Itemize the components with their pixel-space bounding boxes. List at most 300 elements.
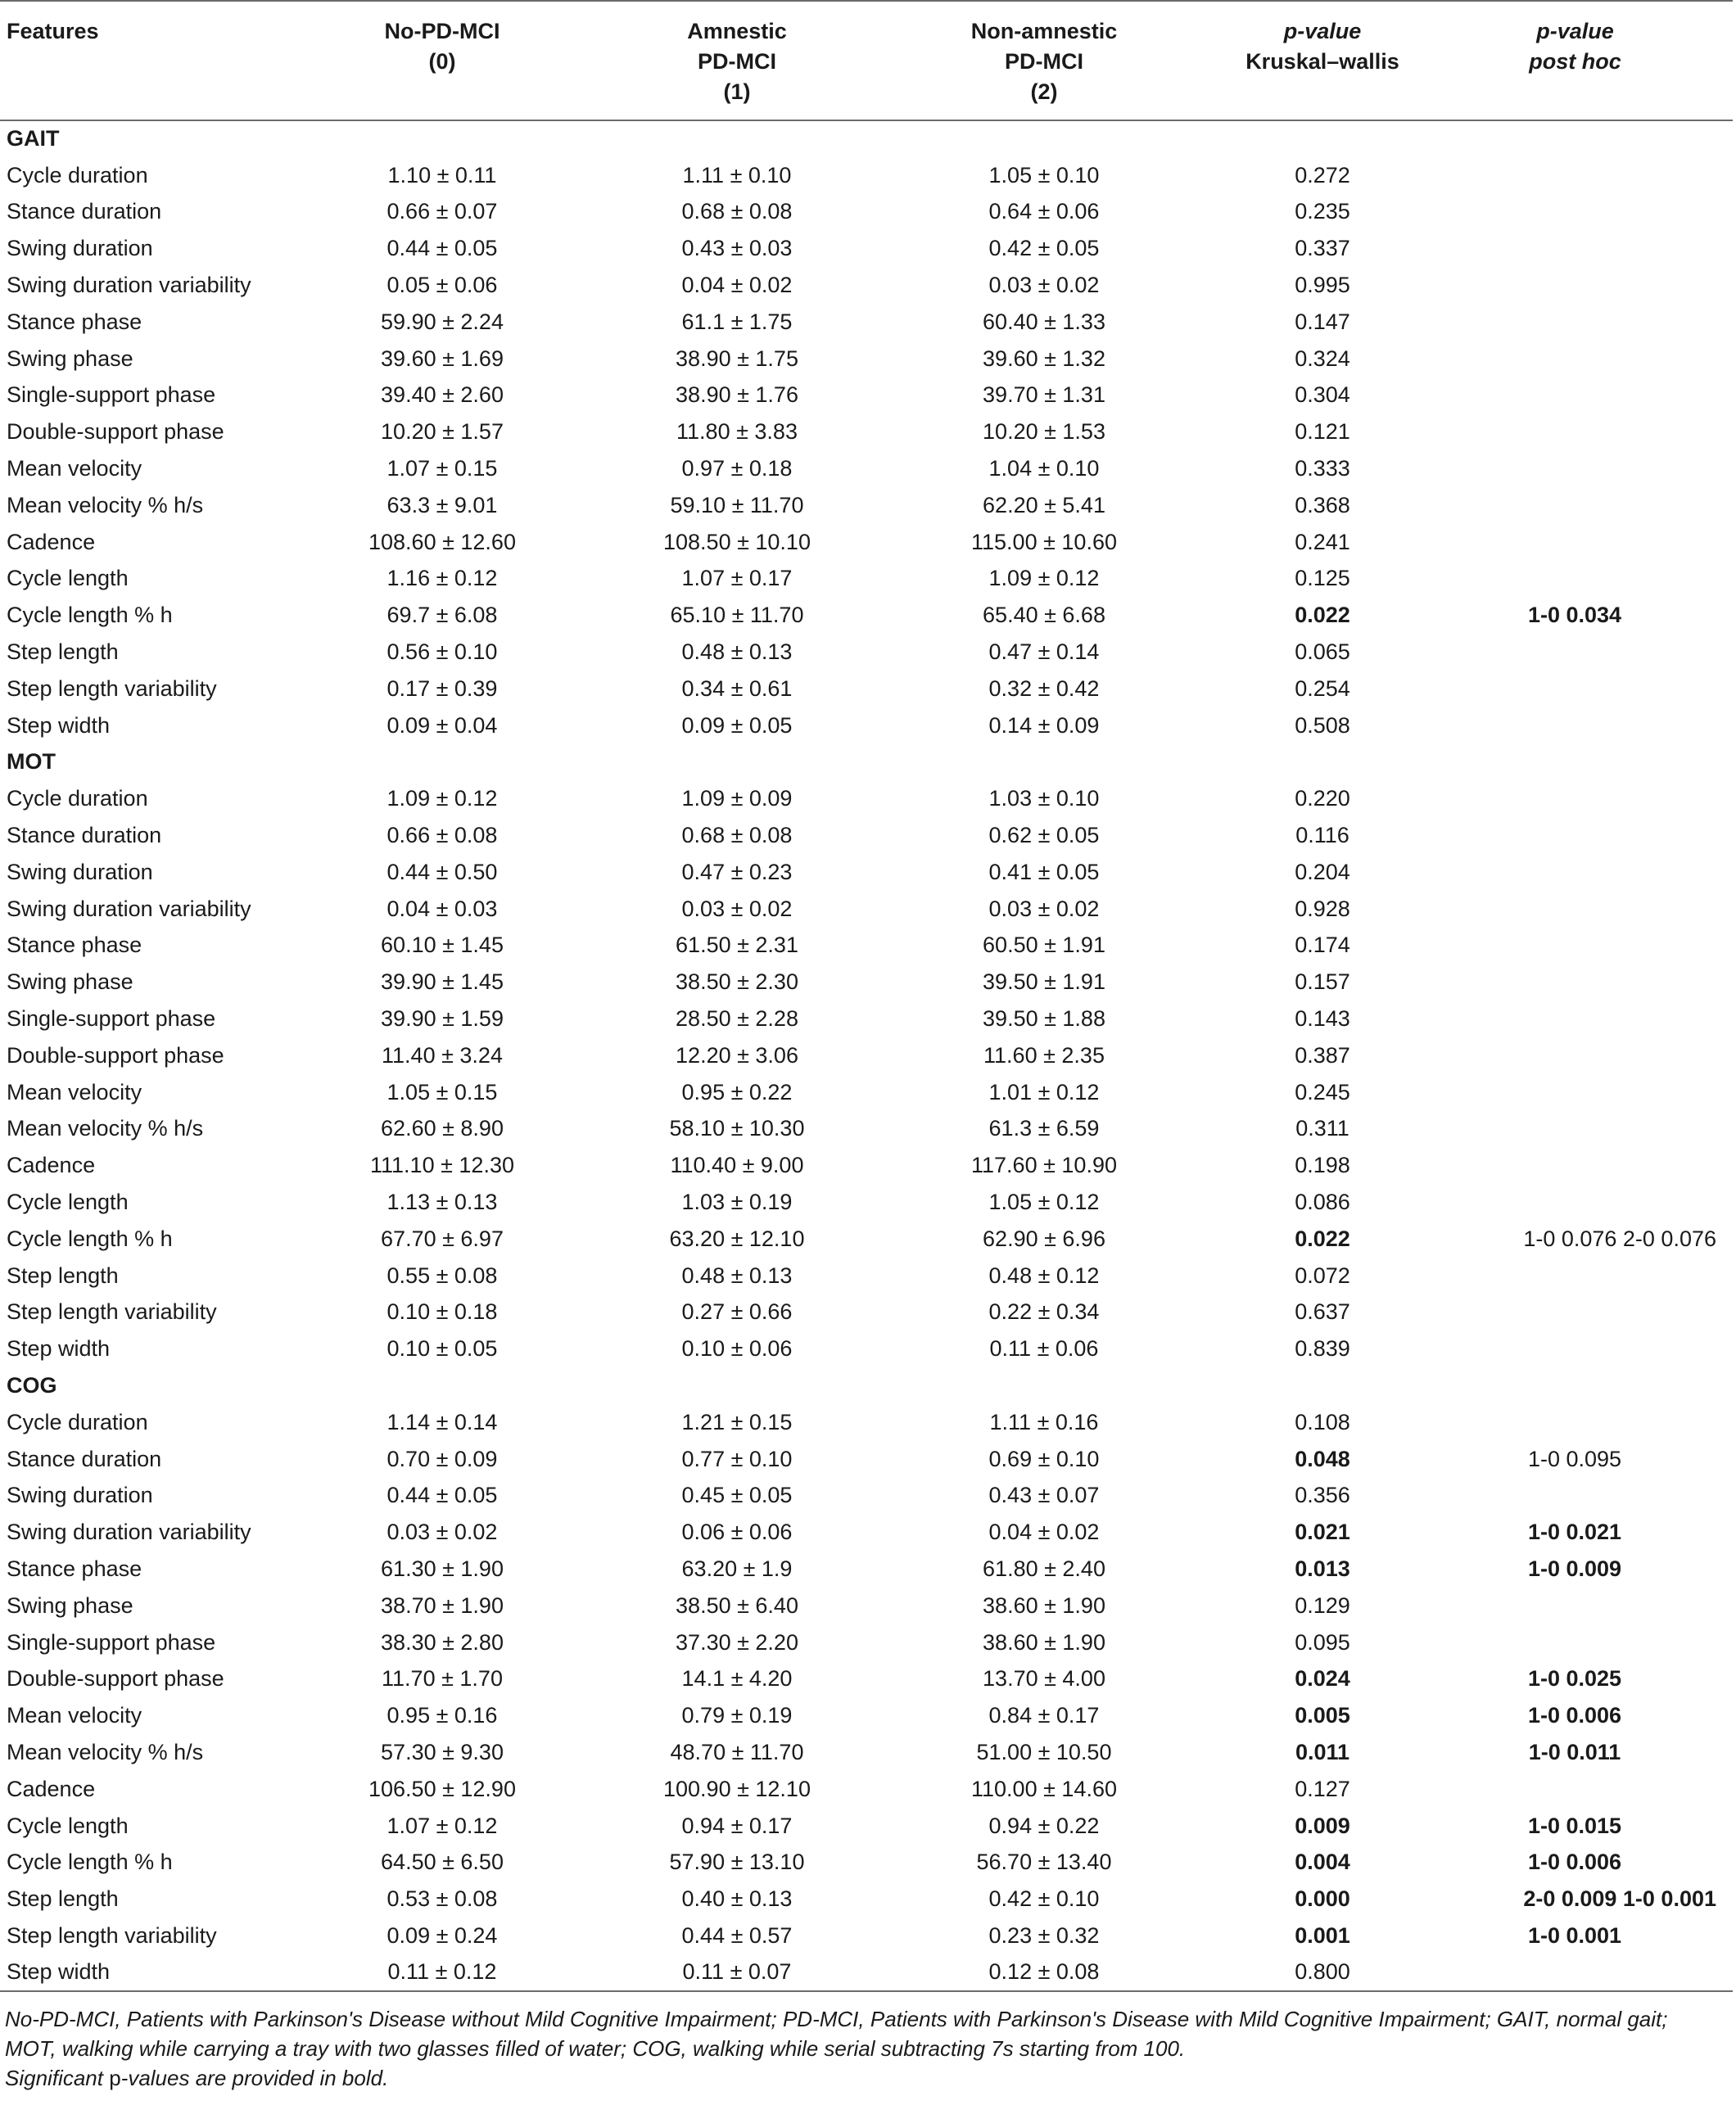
no-pd-mci-cell: 0.11 ± 0.12 (387, 1959, 497, 1985)
no-pd-mci-cell: 0.53 ± 0.08 (387, 1886, 498, 1912)
amnestic-cell: 0.79 ± 0.19 (681, 1703, 793, 1728)
kruskal-wallis-p-cell: 0.013 (1295, 1556, 1350, 1581)
no-pd-mci-cell: 0.70 ± 0.09 (387, 1446, 498, 1471)
kruskal-wallis-p-cell: 0.009 (1295, 1813, 1350, 1838)
feature-cell: Cycle duration (7, 1409, 148, 1434)
amnestic-cell: 57.90 ± 13.10 (669, 1850, 805, 1875)
feature-cell: Double-support phase (7, 1666, 224, 1692)
non-amnestic-cell: 110.00 ± 14.60 (971, 1776, 1117, 1801)
table-row (0, 341, 1733, 377)
post-hoc-p-cell: 1-0 0.011 (1528, 1739, 1621, 1764)
header-amnestic: Amnestic PD-MCI (1) (687, 19, 787, 104)
table-row (0, 1551, 1733, 1588)
non-amnestic-cell: 1.05 ± 0.12 (988, 1190, 1100, 1214)
table-row (0, 450, 1733, 487)
no-pd-mci-cell: 39.90 ± 1.45 (381, 969, 504, 995)
post-hoc-p-cell (1449, 267, 1733, 304)
post-hoc-p-cell (1449, 377, 1733, 414)
kruskal-wallis-p-cell: 0.086 (1295, 1190, 1350, 1214)
kruskal-wallis-p-cell: 0.147 (1295, 309, 1350, 334)
feature-cell: Mean velocity % h/s (7, 492, 204, 517)
amnestic-cell: 0.48 ± 0.13 (681, 639, 793, 665)
table-row (0, 1514, 1733, 1551)
table-row (0, 780, 1733, 817)
table-body (0, 120, 1733, 1991)
table-row (0, 377, 1733, 414)
amnestic-cell: 28.50 ± 2.28 (676, 1006, 798, 1032)
table-footnote (5, 2004, 1725, 2093)
post-hoc-p-cell (1449, 634, 1733, 671)
post-hoc-p-cell (1449, 1294, 1733, 1331)
kruskal-wallis-p-cell: 0.995 (1295, 273, 1350, 298)
table-row (0, 1808, 1733, 1845)
feature-cell: Step width (7, 1336, 111, 1362)
no-pd-mci-cell: 57.30 ± 9.30 (381, 1739, 504, 1764)
non-amnestic-cell: 60.50 ± 1.91 (983, 933, 1105, 958)
header-kruskal-wallis: p-value Kruskal–wallis (1245, 19, 1399, 74)
feature-cell: Mean velocity (7, 1079, 142, 1104)
no-pd-mci-cell: 10.20 ± 1.57 (381, 419, 504, 445)
non-amnestic-cell: 0.41 ± 0.05 (988, 859, 1100, 884)
amnestic-cell: 0.40 ± 0.13 (681, 1886, 793, 1912)
feature-cell: Step width (7, 712, 111, 738)
kruskal-wallis-p-cell: 0.005 (1295, 1703, 1350, 1728)
feature-cell: Double-support phase (7, 419, 224, 445)
kruskal-wallis-p-cell: 0.095 (1295, 1629, 1350, 1655)
kruskal-wallis-p-cell: 0.143 (1295, 1006, 1350, 1032)
amnestic-cell: 38.50 ± 2.30 (676, 969, 798, 995)
table-row (0, 524, 1733, 561)
no-pd-mci-cell: 0.05 ± 0.06 (387, 273, 498, 298)
section-label: GAIT (7, 126, 60, 151)
table-row (0, 304, 1733, 341)
no-pd-mci-cell: 64.50 ± 6.50 (381, 1850, 504, 1875)
non-amnestic-cell: 0.11 ± 0.06 (989, 1336, 1099, 1362)
kruskal-wallis-p-cell: 0.311 (1295, 1116, 1349, 1141)
non-amnestic-cell: 0.94 ± 0.22 (988, 1813, 1100, 1838)
no-pd-mci-cell: 1.10 ± 0.11 (387, 162, 497, 187)
table-row (0, 1697, 1733, 1734)
kruskal-wallis-p-cell: 0.108 (1295, 1409, 1350, 1434)
feature-cell: Cycle length % h (7, 1226, 173, 1251)
amnestic-cell: 37.30 ± 2.20 (676, 1629, 798, 1655)
feature-cell: Cycle length (7, 1190, 129, 1214)
feature-cell: Stance duration (7, 199, 162, 224)
feature-cell: Step length variability (7, 1299, 217, 1325)
feature-cell: Cycle length (7, 1813, 129, 1838)
no-pd-mci-cell: 38.30 ± 2.80 (381, 1629, 504, 1655)
feature-cell: Cycle duration (7, 786, 148, 811)
kruskal-wallis-p-cell: 0.254 (1295, 675, 1350, 701)
feature-cell: Swing duration variability (7, 1520, 251, 1545)
feature-cell: Step length (7, 639, 119, 665)
amnestic-cell: 1.07 ± 0.17 (681, 566, 793, 591)
table-row (0, 561, 1733, 598)
feature-cell: Cadence (7, 1153, 96, 1178)
feature-cell: Swing phase (7, 969, 133, 995)
kruskal-wallis-p-cell: 0.241 (1295, 529, 1350, 554)
kruskal-wallis-p-cell: 0.048 (1295, 1446, 1350, 1471)
feature-cell: Single-support phase (7, 1006, 216, 1032)
table-row (0, 1001, 1733, 1037)
kruskal-wallis-p-cell: 0.204 (1295, 859, 1350, 884)
non-amnestic-cell: 1.09 ± 0.12 (988, 566, 1100, 591)
no-pd-mci-cell: 0.56 ± 0.10 (387, 639, 498, 665)
post-hoc-p-cell (1449, 157, 1733, 194)
amnestic-cell: 0.68 ± 0.08 (681, 199, 793, 224)
feature-cell: Step length (7, 1263, 119, 1288)
kruskal-wallis-p-cell: 0.235 (1295, 199, 1350, 224)
amnestic-cell: 1.11 ± 0.10 (682, 162, 792, 187)
table-row (0, 1477, 1733, 1514)
amnestic-cell: 1.21 ± 0.15 (681, 1409, 793, 1434)
non-amnestic-cell: 13.70 ± 4.00 (983, 1666, 1105, 1692)
no-pd-mci-cell: 0.66 ± 0.07 (387, 199, 498, 224)
feature-cell: Single-support phase (7, 382, 216, 408)
non-amnestic-cell: 39.50 ± 1.91 (983, 969, 1105, 995)
feature-cell: Double-support phase (7, 1042, 224, 1068)
kruskal-wallis-p-cell: 0.333 (1295, 456, 1350, 481)
amnestic-cell: 0.43 ± 0.03 (681, 236, 793, 261)
non-amnestic-cell: 1.11 ± 0.16 (989, 1409, 1099, 1434)
amnestic-cell: 108.50 ± 10.10 (663, 529, 811, 554)
no-pd-mci-cell: 67.70 ± 6.97 (381, 1226, 504, 1251)
amnestic-cell: 0.03 ± 0.02 (681, 896, 793, 921)
post-hoc-p-cell (1449, 1111, 1733, 1148)
amnestic-cell: 59.10 ± 11.70 (670, 492, 804, 517)
table-row (0, 267, 1733, 304)
non-amnestic-cell: 117.60 ± 10.90 (971, 1153, 1117, 1178)
no-pd-mci-cell: 11.70 ± 1.70 (382, 1666, 503, 1692)
kruskal-wallis-p-cell: 0.198 (1295, 1153, 1350, 1178)
no-pd-mci-cell: 62.60 ± 8.90 (381, 1116, 504, 1141)
post-hoc-p-cell (1449, 707, 1733, 744)
non-amnestic-cell: 65.40 ± 6.68 (983, 603, 1105, 628)
no-pd-mci-cell: 1.14 ± 0.14 (387, 1409, 498, 1434)
post-hoc-p-cell (1449, 1330, 1733, 1367)
amnestic-cell: 65.10 ± 11.70 (670, 603, 804, 628)
post-hoc-p-cell (1449, 1771, 1733, 1808)
kruskal-wallis-p-cell: 0.637 (1295, 1299, 1350, 1325)
post-hoc-p-cell: 1-0 0.006 (1527, 1850, 1622, 1875)
table-row (0, 1404, 1733, 1441)
non-amnestic-cell: 11.60 ± 2.35 (983, 1042, 1105, 1068)
non-amnestic-cell: 61.3 ± 6.59 (988, 1116, 1100, 1141)
footnote-abbreviations: No-PD-MCI, Patients with Parkinson's Disease without Mild Cognitive Impairment; PD-MCI, Patients with Parkinson's Disease with Mild Cognitive Impairment; GAIT, normal gait; MOT, walking while carrying a tray with two glasses filled of water; COG, walking while serial subtracting 7s starting from 100. (5, 2007, 1668, 2061)
non-amnestic-cell: 39.50 ± 1.88 (983, 1006, 1105, 1032)
amnestic-cell: 61.50 ± 2.31 (676, 933, 798, 958)
feature-cell: Swing duration variability (7, 896, 251, 921)
amnestic-cell: 0.06 ± 0.06 (681, 1520, 793, 1545)
non-amnestic-cell: 39.60 ± 1.32 (983, 346, 1105, 371)
amnestic-cell: 0.04 ± 0.02 (681, 273, 793, 298)
no-pd-mci-cell: 108.60 ± 12.60 (368, 529, 516, 554)
amnestic-cell: 0.44 ± 0.57 (681, 1922, 793, 1948)
non-amnestic-cell: 0.22 ± 0.34 (988, 1299, 1100, 1325)
post-hoc-p-cell: 1-0 0.001 (1527, 1922, 1622, 1948)
feature-cell: Swing phase (7, 1592, 133, 1618)
feature-cell: Swing duration (7, 859, 153, 884)
non-amnestic-cell: 1.03 ± 0.10 (988, 786, 1100, 811)
feature-cell: Cycle length % h (7, 1850, 173, 1875)
non-amnestic-cell: 0.47 ± 0.14 (988, 639, 1100, 665)
section-row (0, 1367, 1733, 1404)
post-hoc-p-cell (1449, 854, 1733, 891)
post-hoc-p-cell (1449, 1001, 1733, 1037)
table-row (0, 817, 1733, 854)
no-pd-mci-cell: 1.16 ± 0.12 (387, 566, 498, 591)
kruskal-wallis-p-cell: 0.928 (1295, 896, 1350, 921)
kruskal-wallis-p-cell: 0.000 (1295, 1886, 1350, 1912)
non-amnestic-cell: 0.84 ± 0.17 (988, 1703, 1100, 1728)
table-row (0, 1918, 1733, 1954)
kruskal-wallis-p-cell: 0.121 (1295, 419, 1350, 445)
table-row (0, 1184, 1733, 1221)
non-amnestic-cell: 0.04 ± 0.02 (988, 1520, 1100, 1545)
post-hoc-p-cell (1449, 561, 1733, 598)
amnestic-cell: 0.27 ± 0.66 (681, 1299, 793, 1325)
kruskal-wallis-p-cell: 0.116 (1295, 823, 1349, 848)
table-row (0, 1881, 1733, 1918)
non-amnestic-cell: 0.42 ± 0.10 (988, 1886, 1100, 1912)
feature-cell: Mean velocity (7, 1703, 142, 1728)
feature-cell: Step length (7, 1886, 119, 1912)
kruskal-wallis-p-cell: 0.065 (1295, 639, 1350, 665)
no-pd-mci-cell: 0.10 ± 0.18 (387, 1299, 498, 1325)
amnestic-cell: 14.1 ± 4.20 (681, 1666, 793, 1692)
non-amnestic-cell: 61.80 ± 2.40 (983, 1556, 1105, 1581)
no-pd-mci-cell: 1.13 ± 0.13 (387, 1190, 498, 1214)
feature-cell: Stance phase (7, 309, 142, 334)
footnote-significance: Significant p-values are provided in bold. (5, 2066, 389, 2090)
table-row (0, 1258, 1733, 1294)
section-label: MOT (7, 749, 56, 775)
post-hoc-p-cell (1449, 891, 1733, 928)
non-amnestic-cell: 38.60 ± 1.90 (983, 1592, 1105, 1618)
kruskal-wallis-p-cell: 0.387 (1295, 1042, 1350, 1068)
non-amnestic-cell: 1.04 ± 0.10 (988, 456, 1100, 481)
feature-cell: Swing duration (7, 1483, 153, 1508)
table-row (0, 1660, 1733, 1697)
post-hoc-p-cell (1449, 487, 1733, 524)
table-row (0, 597, 1733, 634)
feature-cell: Cadence (7, 1776, 96, 1801)
post-hoc-p-cell: 1-0 0.034 (1527, 603, 1622, 628)
amnestic-cell: 0.68 ± 0.08 (681, 823, 793, 848)
non-amnestic-cell: 0.69 ± 0.10 (988, 1446, 1100, 1471)
header-no-pd-mci: No-PD-MCI (0) (384, 19, 500, 74)
kruskal-wallis-p-cell: 0.220 (1295, 786, 1350, 811)
amnestic-cell: 0.11 ± 0.07 (682, 1959, 792, 1985)
kruskal-wallis-p-cell: 0.072 (1295, 1263, 1350, 1288)
no-pd-mci-cell: 0.44 ± 0.50 (387, 859, 498, 884)
non-amnestic-cell: 1.01 ± 0.12 (988, 1079, 1100, 1104)
kruskal-wallis-p-cell: 0.129 (1295, 1592, 1350, 1618)
no-pd-mci-cell: 63.3 ± 9.01 (387, 492, 498, 517)
non-amnestic-cell: 0.03 ± 0.02 (988, 896, 1100, 921)
non-amnestic-cell: 39.70 ± 1.31 (983, 382, 1105, 408)
no-pd-mci-cell: 0.95 ± 0.16 (387, 1703, 498, 1728)
amnestic-cell: 63.20 ± 12.10 (669, 1226, 805, 1251)
kruskal-wallis-p-cell: 0.174 (1295, 933, 1350, 958)
no-pd-mci-cell: 0.04 ± 0.03 (387, 896, 498, 921)
table-row (0, 1221, 1733, 1258)
post-hoc-p-cell: 1-0 0.006 (1527, 1703, 1622, 1728)
feature-cell: Step length variability (7, 675, 217, 701)
post-hoc-p-cell: 1-0 0.009 (1527, 1556, 1622, 1581)
amnestic-cell: 0.34 ± 0.61 (681, 675, 793, 701)
feature-cell: Swing duration (7, 236, 153, 261)
amnestic-cell: 0.77 ± 0.10 (681, 1446, 793, 1471)
amnestic-cell: 0.10 ± 0.06 (681, 1336, 793, 1362)
kruskal-wallis-p-cell: 0.125 (1295, 566, 1350, 591)
amnestic-cell: 38.50 ± 6.40 (676, 1592, 798, 1618)
amnestic-cell: 58.10 ± 10.30 (669, 1116, 805, 1141)
kruskal-wallis-p-cell: 0.022 (1295, 1226, 1350, 1251)
no-pd-mci-cell: 0.17 ± 0.39 (387, 675, 498, 701)
amnestic-cell: 110.40 ± 9.00 (670, 1153, 804, 1178)
section-row (0, 120, 1733, 157)
post-hoc-p-cell (1449, 780, 1733, 817)
post-hoc-p-cell (1449, 1184, 1733, 1221)
feature-cell: Swing phase (7, 346, 133, 371)
amnestic-cell: 0.09 ± 0.05 (681, 712, 793, 738)
feature-cell: Stance phase (7, 933, 142, 958)
feature-cell: Cadence (7, 529, 96, 554)
feature-cell: Mean velocity % h/s (7, 1739, 204, 1764)
post-hoc-p-cell (1449, 1954, 1733, 1991)
feature-cell: Step length variability (7, 1922, 217, 1948)
table-row (0, 1294, 1733, 1331)
post-hoc-p-cell (1449, 341, 1733, 377)
post-hoc-p-cell (1449, 1477, 1733, 1514)
section-label: COG (7, 1372, 57, 1398)
feature-cell: Stance phase (7, 1556, 142, 1581)
no-pd-mci-cell: 60.10 ± 1.45 (381, 933, 504, 958)
amnestic-cell: 0.95 ± 0.22 (681, 1079, 793, 1104)
non-amnestic-cell: 0.14 ± 0.09 (988, 712, 1100, 738)
table-row (0, 157, 1733, 194)
no-pd-mci-cell: 61.30 ± 1.90 (381, 1556, 504, 1581)
feature-cell: Cycle duration (7, 162, 148, 187)
post-hoc-p-cell (1449, 1404, 1733, 1441)
no-pd-mci-cell: 111.10 ± 12.30 (370, 1153, 514, 1178)
non-amnestic-cell: 62.20 ± 5.41 (983, 492, 1105, 517)
kruskal-wallis-p-cell: 0.508 (1295, 712, 1350, 738)
amnestic-cell: 0.47 ± 0.23 (681, 859, 793, 884)
non-amnestic-cell: 0.23 ± 0.32 (988, 1922, 1100, 1948)
no-pd-mci-cell: 0.44 ± 0.05 (387, 1483, 498, 1508)
non-amnestic-cell: 0.62 ± 0.05 (988, 823, 1100, 848)
table-row (0, 854, 1733, 891)
post-hoc-p-cell: 1-0 0.015 (1527, 1813, 1622, 1838)
post-hoc-p-cell (1449, 230, 1733, 267)
no-pd-mci-cell: 0.03 ± 0.02 (387, 1520, 498, 1545)
section-row (0, 744, 1733, 781)
non-amnestic-cell: 115.00 ± 10.60 (971, 529, 1117, 554)
table-row (0, 707, 1733, 744)
post-hoc-p-cell (1449, 194, 1733, 231)
kruskal-wallis-p-cell: 0.022 (1295, 603, 1350, 628)
non-amnestic-cell: 1.05 ± 0.10 (988, 162, 1100, 187)
no-pd-mci-cell: 0.09 ± 0.24 (387, 1922, 498, 1948)
table-row (0, 1771, 1733, 1808)
amnestic-cell: 0.97 ± 0.18 (681, 456, 793, 481)
kruskal-wallis-p-cell: 0.245 (1295, 1079, 1350, 1104)
amnestic-cell: 1.09 ± 0.09 (681, 786, 793, 811)
kruskal-wallis-p-cell: 0.011 (1295, 1739, 1350, 1764)
header-post-hoc: p-value post hoc (1529, 19, 1621, 74)
table-row (0, 1588, 1733, 1624)
table-row (0, 194, 1733, 231)
no-pd-mci-cell: 39.40 ± 2.60 (381, 382, 504, 408)
table-row (0, 1037, 1733, 1074)
no-pd-mci-cell: 39.60 ± 1.69 (381, 346, 504, 371)
kruskal-wallis-p-cell: 0.337 (1295, 236, 1350, 261)
post-hoc-p-cell: 1-0 0.025 (1527, 1666, 1622, 1692)
kruskal-wallis-p-cell: 0.304 (1295, 382, 1350, 408)
feature-cell: Mean velocity % h/s (7, 1116, 204, 1141)
non-amnestic-cell: 0.42 ± 0.05 (988, 236, 1100, 261)
feature-cell: Stance duration (7, 1446, 162, 1471)
no-pd-mci-cell: 0.09 ± 0.04 (387, 712, 498, 738)
post-hoc-p-cell (1449, 1037, 1733, 1074)
table-row (0, 1844, 1733, 1881)
kruskal-wallis-p-cell: 0.004 (1295, 1850, 1350, 1875)
kruskal-wallis-p-cell: 0.272 (1295, 162, 1350, 187)
non-amnestic-cell: 0.64 ± 0.06 (988, 199, 1100, 224)
table-row (0, 487, 1733, 524)
amnestic-cell: 100.90 ± 12.10 (663, 1776, 811, 1801)
table-header (0, 1, 1733, 120)
table-row (0, 634, 1733, 671)
no-pd-mci-cell: 39.90 ± 1.59 (381, 1006, 504, 1032)
feature-cell: Mean velocity (7, 456, 142, 481)
post-hoc-p-cell (1449, 413, 1733, 450)
feature-cell: Cycle length (7, 566, 129, 591)
table-row (0, 1734, 1733, 1771)
kruskal-wallis-p-cell: 0.324 (1295, 346, 1350, 371)
amnestic-cell: 12.20 ± 3.06 (676, 1042, 798, 1068)
no-pd-mci-cell: 0.44 ± 0.05 (387, 236, 498, 261)
post-hoc-p-cell: 1-0 0.076 2-0 0.076 (1523, 1226, 1716, 1251)
feature-cell: Single-support phase (7, 1629, 216, 1655)
post-hoc-p-cell (1449, 1624, 1733, 1661)
no-pd-mci-cell: 1.07 ± 0.15 (387, 456, 498, 481)
no-pd-mci-cell: 106.50 ± 12.90 (368, 1776, 516, 1801)
no-pd-mci-cell: 0.55 ± 0.08 (387, 1263, 498, 1288)
feature-cell: Cycle length % h (7, 603, 173, 628)
feature-cell: Step width (7, 1959, 111, 1985)
feature-cell: Stance duration (7, 823, 162, 848)
post-hoc-p-cell (1449, 450, 1733, 487)
no-pd-mci-cell: 1.09 ± 0.12 (387, 786, 498, 811)
kruskal-wallis-p-cell: 0.368 (1295, 492, 1350, 517)
non-amnestic-cell: 56.70 ± 13.40 (976, 1850, 1112, 1875)
table-row (0, 1441, 1733, 1478)
post-hoc-p-cell (1449, 304, 1733, 341)
no-pd-mci-cell: 0.10 ± 0.05 (387, 1336, 498, 1362)
amnestic-cell: 38.90 ± 1.75 (676, 346, 798, 371)
table-row (0, 1147, 1733, 1184)
feature-cell: Swing duration variability (7, 273, 251, 298)
post-hoc-p-cell: 2-0 0.009 1-0 0.001 (1523, 1886, 1716, 1912)
amnestic-cell: 61.1 ± 1.75 (681, 309, 793, 334)
post-hoc-p-cell (1449, 524, 1733, 561)
no-pd-mci-cell: 11.40 ± 3.24 (382, 1042, 503, 1068)
kruskal-wallis-p-cell: 0.127 (1295, 1776, 1350, 1801)
non-amnestic-cell: 10.20 ± 1.53 (983, 419, 1105, 445)
